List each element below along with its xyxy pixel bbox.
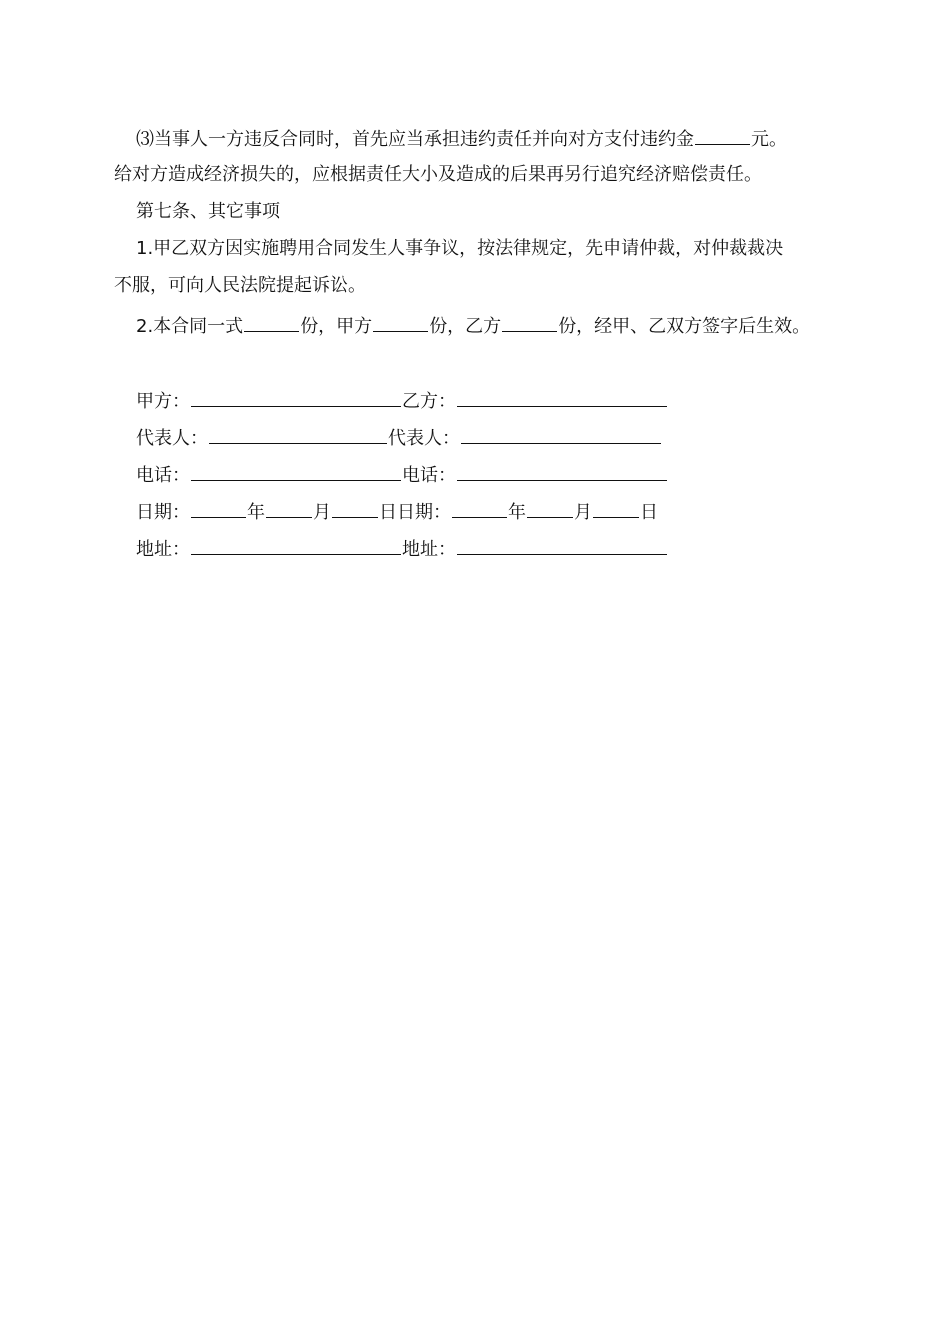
copies-text-a: 2.本合同一式 <box>136 316 244 337</box>
date-a-month-blank <box>266 499 312 518</box>
phone-b-label: 电话： <box>402 465 456 486</box>
address-b-label: 地址： <box>402 539 456 560</box>
party-a-copies-blank <box>373 313 428 332</box>
signature-party-row <box>136 388 668 414</box>
date-b-year-blank <box>452 499 507 518</box>
date-b-label: 日期： <box>397 502 451 523</box>
party-a-label: 甲方： <box>136 391 190 412</box>
signature-date-row <box>136 499 658 525</box>
rep-b-blank <box>461 425 661 444</box>
article-7-item-2 <box>136 313 810 339</box>
article-7-item-1-line-2: 不服，可向人民法院提起诉讼。 <box>114 275 366 296</box>
address-a-blank <box>191 536 401 555</box>
article-7-heading: 第七条、其它事项 <box>136 201 280 222</box>
date-a-label: 日期： <box>136 502 190 523</box>
date-b-day: 日 <box>640 502 658 523</box>
clause-item-3-suffix: 元。 <box>751 129 787 150</box>
date-b-year: 年 <box>508 502 526 523</box>
clause-item-3-continuation: 给对方造成经济损失的，应根据责任大小及造成的后果再另行追究经济赔偿责任。 <box>114 164 762 185</box>
date-a-year-blank <box>191 499 246 518</box>
date-b-day-blank <box>593 499 639 518</box>
date-a-year: 年 <box>247 502 265 523</box>
phone-a-label: 电话： <box>136 465 190 486</box>
party-a-blank <box>191 388 401 407</box>
phone-a-blank <box>191 462 401 481</box>
date-b-month: 月 <box>574 502 592 523</box>
signature-address-row <box>136 536 668 562</box>
article-7-item-1-line-1: 1.甲乙双方因实施聘用合同发生人事争议，按法律规定，先申请仲裁，对仲裁裁决 <box>136 238 784 259</box>
party-b-label: 乙方： <box>402 391 456 412</box>
copies-text-c: 份，乙方 <box>429 316 502 337</box>
address-a-label: 地址： <box>136 539 190 560</box>
clause-item-3 <box>136 126 787 152</box>
signature-phone-row <box>136 462 668 488</box>
date-a-month: 月 <box>313 502 331 523</box>
copies-text-d: 份，经甲、乙双方签字后生效。 <box>558 316 811 337</box>
signature-representative-row <box>136 425 662 451</box>
phone-b-blank <box>457 462 667 481</box>
party-b-copies-blank <box>502 313 557 332</box>
total-copies-blank <box>244 313 299 332</box>
rep-a-blank <box>209 425 387 444</box>
penalty-amount-blank <box>695 126 750 145</box>
date-a-day-blank <box>332 499 378 518</box>
clause-item-3-text: ⑶当事人一方违反合同时，首先应当承担违约责任并向对方支付违约金 <box>136 129 694 150</box>
address-b-blank <box>457 536 667 555</box>
party-b-blank <box>457 388 667 407</box>
rep-a-label: 代表人： <box>136 428 208 449</box>
date-a-day: 日 <box>379 502 397 523</box>
date-b-month-blank <box>527 499 573 518</box>
copies-text-b: 份，甲方 <box>300 316 373 337</box>
rep-b-label: 代表人： <box>388 428 460 449</box>
